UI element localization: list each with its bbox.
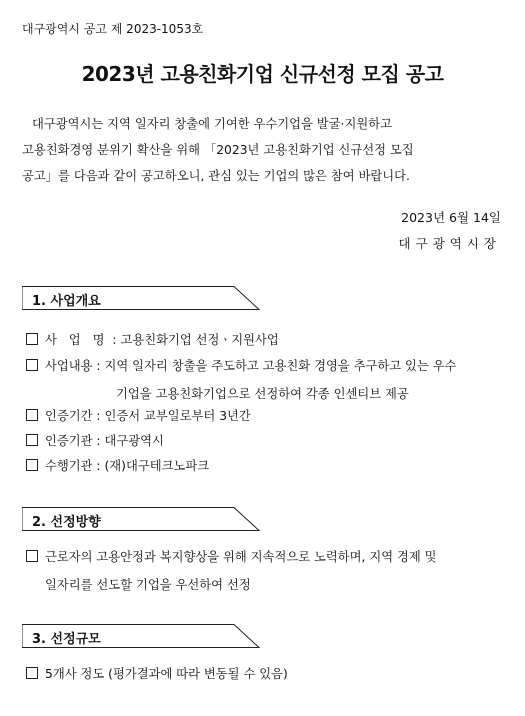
item-value: (재)대구테크노파크 [104,459,210,473]
list-item: 인증기관 : 대구광역시 [26,429,164,453]
list-item: 사 업 명 : 고용친화기업 선정ㆍ지원사업 [26,328,279,352]
item-key: 사업내용 [45,359,93,373]
checkbox-icon [26,333,38,345]
section-title: 3. 선정규모 [32,632,101,647]
list-item: 수행기관 : (재)대구테크노파크 [26,454,209,478]
intro-line: 고용친화경영 분위기 확산을 위해 「2023년 고용친화기업 신규선정 모집 [22,143,414,157]
intro-line: 대구광역시는 지역 일자리 창출에 기여한 우수기업을 발굴·지원하고 [32,117,392,131]
list-item [26,662,288,686]
item-key: 수행기관 [45,459,93,473]
intro-paragraph [22,111,502,189]
section-title: 2. 선정방향 [32,515,101,530]
item-value: 근로자의 고용안정과 복지향상을 위해 지속적으로 노력하며, 지역 경제 및 [45,550,437,564]
checkbox-icon [26,434,38,446]
item-value: 대구광역시 [104,434,164,448]
section-header-scale [22,624,260,648]
item-value: 지역 일자리 창출을 주도하고 고용친화 경영을 추구하고 있는 우수 [104,359,457,373]
section-title: 1. 사업개요 [32,294,101,309]
section-header-direction [22,507,260,531]
item-value-continued: 기업을 고용친화기업으로 선정하여 각종 인센티브 제공 [116,387,409,401]
checkbox-icon [26,359,38,371]
item-value: 5개사 정도 (평가결과에 따라 변동될 수 있음) [45,667,288,681]
checkbox-icon [26,667,38,679]
checkbox-icon [26,459,38,471]
checkbox-icon [26,550,38,562]
list-item: 사업내용 : 지역 일자리 창출을 주도하고 고용친화 경영을 추구하고 있는 우수 [26,354,456,378]
issuer-name: 대구광역시장 [398,236,501,251]
item-key: 인증기관 [45,434,93,448]
checkbox-icon [26,409,38,421]
page-title: 2023년 고용친화기업 신규선정 모집 공고 [81,62,444,86]
item-value: 인증서 교부일로부터 3년간 [104,409,251,423]
item-key: 사 업 명 [45,333,109,347]
notice-date: 2023년 6월 14일 [401,210,501,225]
item-value: 고용친화기업 선정ㆍ지원사업 [120,333,279,347]
intro-line: 공고」를 다음과 같이 공고하오니, 관심 있는 기업의 많은 참여 바랍니다. [22,169,410,183]
item-key: 인증기간 [45,409,93,423]
section-header-overview [22,286,260,310]
item-value-continued: 일자리를 선도할 기업을 우선하여 선정 [45,578,251,592]
list-item: 인증기간 : 인증서 교부일로부터 3년간 [26,404,251,428]
list-item [26,545,437,569]
notice-number: 대구광역시 공고 제 2023-1053호 [22,22,204,36]
